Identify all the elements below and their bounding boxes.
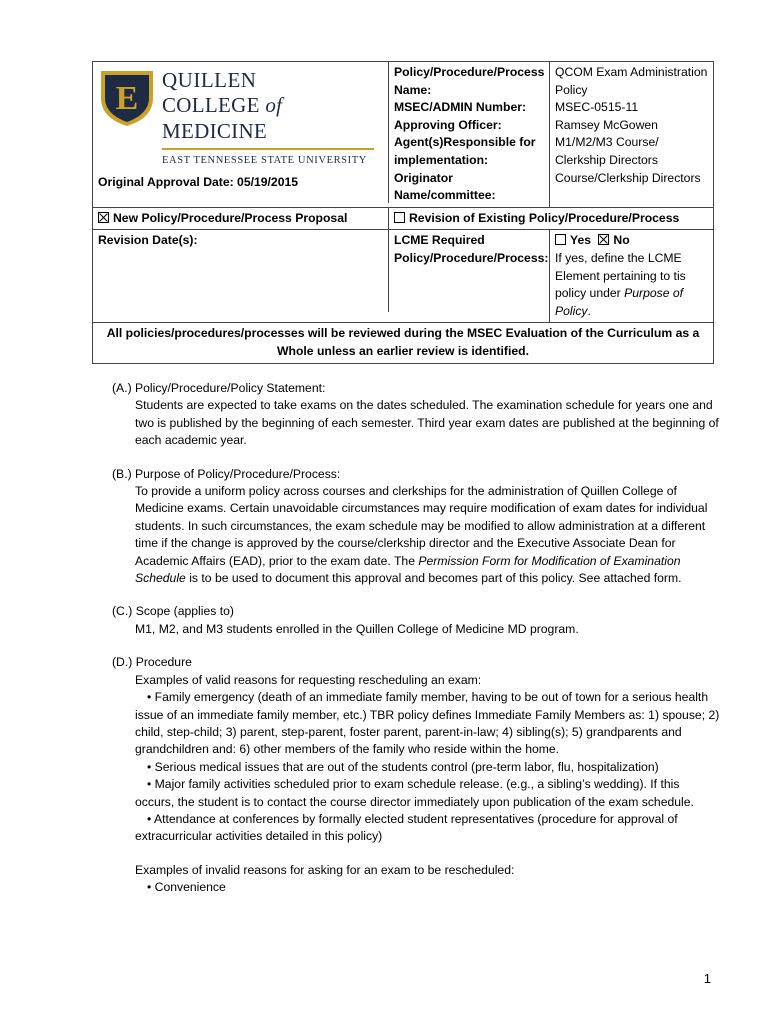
logo-medicine: MEDICINE: [162, 119, 268, 143]
new-policy-option: [93, 208, 389, 230]
list-item: [135, 689, 722, 759]
lcme-no-label: No: [613, 233, 630, 248]
lcme-yes-no: [555, 232, 708, 250]
approving-officer-value: Ramsey McGowen: [555, 117, 658, 132]
page-number: 1: [703, 971, 711, 986]
college-logo: [98, 64, 383, 166]
original-approval-date: Original Approval Date: 05/19/2015: [98, 175, 299, 189]
proposal-type-row: [93, 208, 713, 231]
policy-name-label: Policy/Procedure/Process Name:: [394, 65, 545, 97]
revision-existing-checkbox[interactable]: [394, 212, 405, 223]
lcme-yes-checkbox[interactable]: [555, 234, 566, 245]
new-policy-label: New Policy/Procedure/Process Proposal: [113, 210, 348, 225]
revision-lcme-row: [93, 230, 713, 323]
number-value: MSEC-0515-11: [555, 100, 639, 115]
section-b-heading: (B.) Purpose of Policy/Procedure/Process:: [112, 466, 341, 481]
section-b-text: [135, 483, 722, 587]
logo-line-3: EAST TENNESSEE STATE UNIVERSITY: [162, 155, 367, 166]
logo-line-2: [162, 92, 383, 144]
logo-college: COLLEGE: [162, 93, 260, 117]
lcme-label: LCME Required Policy/Procedure/Process:: [389, 230, 550, 322]
section-d-heading: (D.) Procedure: [112, 655, 192, 670]
logo-divider: [162, 148, 374, 150]
list-item: [135, 811, 722, 846]
lcme-yes-label: Yes: [570, 233, 592, 248]
originator-label: Originator Name/committee:: [394, 170, 496, 203]
valid-reason-4: • Attendance at conferences by formally elected student representatives (procedure for approval of extracurricular activities detailed in this policy): [135, 811, 678, 844]
review-note-row: [93, 323, 713, 362]
invalid-reasons-list: [135, 879, 722, 896]
invalid-reason-1: • Convenience: [147, 880, 226, 895]
valid-reason-2: • Serious medical issues that are out of the students control (pre-term labor, flu, hospitalization): [147, 759, 659, 774]
revision-dates-label: Revision Date(s):: [98, 233, 198, 248]
list-item: [135, 776, 722, 811]
revision-dates-cell: [93, 230, 389, 312]
approving-officer-label: Approving Officer:: [394, 117, 502, 132]
section-c-heading: (C.) Scope (applies to): [112, 604, 234, 619]
lcme-note-emphasis: Purpose of Policy: [555, 286, 684, 318]
logo-cell: [93, 62, 389, 203]
policy-name-value: QCOM Exam Administration Policy: [555, 65, 708, 97]
section-b-text-b: is to be used to document this approval and becomes part of this policy. See attached form.: [189, 571, 682, 586]
etsu-shield-icon: [98, 68, 156, 128]
section-a-text: Students are expected to take exams on the dates scheduled. The examination schedule for years one and two is published by the beginning of each semester. Third year exam dates are published at the beginning of each academic year.: [135, 398, 719, 448]
lcme-note-end: .: [587, 303, 591, 318]
shield-letter: E: [115, 80, 139, 117]
lcme-note-text: If yes, define the LCME Element pertaining to tis policy under: [555, 250, 686, 301]
lcme-answer-cell: [550, 230, 713, 322]
section-c-text: M1, M2, and M3 students enrolled in the Quillen College of Medicine MD program.: [135, 621, 579, 636]
logo-line-1: QUILLEN: [162, 68, 257, 92]
agent-label: Agent(s)Responsible for implementation:: [394, 135, 536, 167]
section-b-form-name: Permission Form for Modification of Examination Schedule: [135, 553, 681, 586]
section-a-heading: (A.) Policy/Procedure/Policy Statement:: [112, 381, 326, 395]
revision-existing-option: [389, 208, 713, 230]
lcme-no-checkbox[interactable]: [598, 234, 609, 245]
review-note: All policies/procedures/processes will be reviewed during the MSEC Evaluation of the Curriculum as a Whole unless an earlier review is identified.: [106, 326, 700, 358]
invalid-reasons-intro: Examples of invalid reasons for asking for an exam to be rescheduled:: [135, 862, 515, 877]
logo-wordmark: [162, 68, 383, 166]
lcme-note: [555, 250, 708, 320]
field-values-cell: [550, 62, 713, 207]
originator-value: Course/Clerkship Directors: [555, 170, 701, 185]
valid-reasons-list: [135, 689, 722, 846]
valid-reason-3: • Major family activities scheduled prior to exam schedule release. (e.g., a sibling’s wedding). If this occurs, the student is to contact the course director immediately upon publication of the exam schedule.: [135, 777, 694, 809]
policy-header-table: [92, 61, 714, 364]
agent-value: M1/M2/M3 Course/ Clerkship Directors: [555, 135, 659, 167]
valid-reason-1: • Family emergency (death of an immediate family member, having to be out of town for a serious health issue of an immediate family member, etc.) TBR policy defines Immediate Family Members as: 1) spouse; 2) child, step-child; 3) parent, step-parent, foster parent, parent-in-law; 4) sibling(s); 5) grandparents and grandchildren and: 6) other members of the family who reside within the home.: [135, 690, 720, 757]
list-item: [135, 759, 722, 776]
new-policy-checkbox[interactable]: [98, 212, 109, 223]
policy-body: [112, 380, 722, 897]
section-d-intro: Examples of valid reasons for requesting rescheduling an exam:: [135, 672, 482, 687]
field-labels-cell: [389, 62, 550, 207]
number-label: MSEC/ADMIN Number:: [394, 100, 527, 115]
list-item: [135, 879, 722, 896]
revision-existing-label: Revision of Existing Policy/Procedure/Process: [409, 210, 680, 225]
header-info-row: [93, 62, 713, 208]
section-b-text-a: To provide a uniform policy across courses and clerkships for the administration of Quillen College of Medicine exams. Certain unavoidable circumstances may require modification of exam dates for individual students. In such circumstances, the exam schedule may be modified to allow administration at a different time if the change is approved by the course/clerkship director and the Executive Associate Dean for Academic Affairs (EAD), prior to the exam date. The: [135, 484, 708, 568]
logo-of: of: [265, 93, 283, 117]
